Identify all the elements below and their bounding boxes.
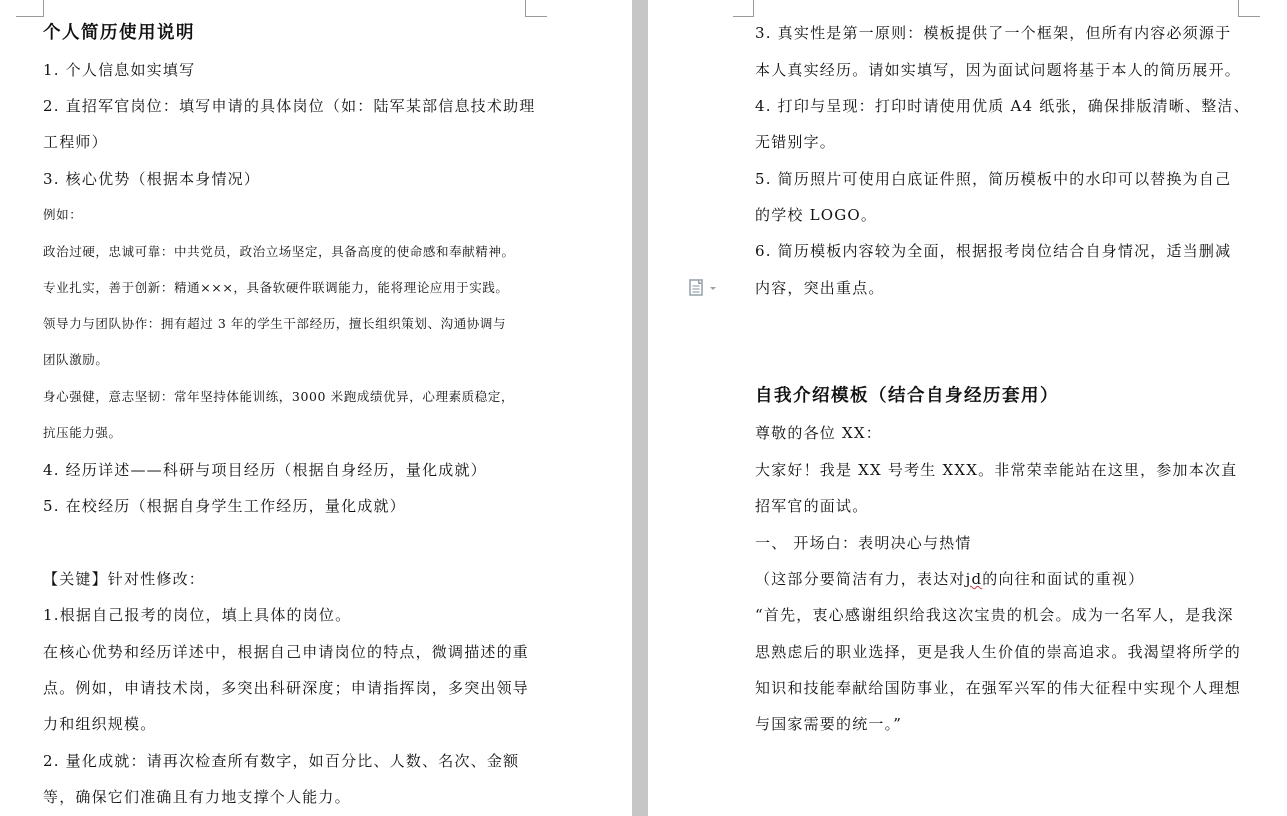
crop-mark [733, 16, 754, 17]
crop-mark [1238, 16, 1260, 17]
spellcheck-word[interactable]: jd [965, 570, 983, 588]
crop-mark [525, 0, 526, 16]
example-label: 例如： [43, 207, 83, 222]
crop-mark [525, 16, 547, 17]
key-item-1-detail: 力和组织规模。 [43, 715, 157, 733]
guide-item-1: 1. 个人信息如实填写 [43, 61, 196, 79]
guide-item-2: 2. 直招军官岗位：填写申请的具体岗位（如：陆军某部信息技术助理 [43, 97, 536, 115]
guide-item-5: 5. 在校经历（根据自身学生工作经历，量化成就） [43, 497, 406, 515]
self-intro-title: 自我介绍模板（结合自身经历套用） [755, 386, 1059, 406]
guide-item-3: 3. 真实性是第一原则：模板提供了一个框架，但所有内容必须源于 [755, 24, 1232, 42]
quote-line: 思熟虑后的职业选择，更是我人生价值的崇高追求。我渴望将所学的 [755, 643, 1242, 661]
key-item-2-cont: 等，确保它们准确且有力地支撑个人能力。 [43, 788, 351, 806]
quote-line: “首先，衷心感谢组织给我这次宝贵的机会。成为一名军人，是我深 [755, 606, 1234, 624]
guide-item-5: 5. 简历照片可使用白底证件照，简历模板中的水印可以替换为自己 [755, 170, 1232, 188]
section-note [755, 569, 1144, 589]
example-line: 抗压能力强。 [43, 425, 122, 440]
quote-line: 与国家需要的统一。” [755, 715, 903, 733]
crop-mark [16, 16, 44, 17]
guide-item-5-cont: 的学校 LOGO。 [755, 206, 878, 224]
key-item-2: 2. 量化成就：请再次检查所有数字，如百分比、人数、名次、金额 [43, 752, 520, 770]
key-heading: 【关键】针对性修改： [43, 570, 206, 588]
resume-guide-title: 个人简历使用说明 [43, 23, 195, 43]
guide-item-4: 4. 经历详述——科研与项目经历（根据自身经历，量化成就） [43, 461, 487, 479]
greeting: 尊敬的各位 XX： [755, 424, 882, 442]
guide-item-3-cont: 本人真实经历。请如实填写，因为面试问题将基于本人的简历展开。 [755, 61, 1242, 79]
intro-line: 招军官的面试。 [755, 497, 869, 515]
section-heading: 一、 开场白：表明决心与热情 [755, 534, 972, 552]
guide-item-3: 3. 核心优势（根据本身情况） [43, 170, 261, 188]
key-item-1-detail: 在核心优势和经历详述中，根据自己申请岗位的特点，微调描述的重 [43, 643, 530, 661]
page-gutter [632, 0, 648, 816]
example-line: 专业扎实，善于创新：精通×××，具备软硬件联调能力，能将理论应用于实践。 [43, 280, 509, 295]
example-line: 身心强健，意志坚韧：常年坚持体能训练，3000 米跑成绩优异，心理素质稳定， [43, 389, 515, 404]
right-page [648, 0, 1287, 816]
example-line: 政治过硬，忠诚可靠：中共党员，政治立场坚定，具备高度的使命感和奉献精神。 [43, 244, 515, 259]
example-line: 团队激励。 [43, 352, 109, 367]
intro-line: 大家好！我是 XX 号考生 XXX。非常荣幸能站在这里，参加本次直 [755, 461, 1238, 479]
guide-item-6-cont: 内容，突出重点。 [755, 279, 885, 297]
guide-item-6: 6. 简历模板内容较为全面，根据报考岗位结合自身情况，适当删减 [755, 242, 1232, 260]
guide-item-4: 4. 打印与呈现：打印时请使用优质 A4 纸张，确保排版清晰、整洁、 [755, 97, 1250, 115]
crop-mark [43, 0, 44, 16]
key-item-1: 1.根据自己报考的岗位，填上具体的岗位。 [43, 606, 352, 624]
guide-item-4-cont: 无错别字。 [755, 133, 837, 151]
quote-line: 知识和技能奉献给国防事业，在强军兴军的伟大征程中实现个人理想 [755, 679, 1242, 697]
crop-mark [753, 0, 754, 16]
note-suffix: 的向往和面试的重视） [982, 570, 1145, 588]
paste-options-icon[interactable] [688, 278, 728, 298]
example-line: 领导力与团队协作：拥有超过 3 年的学生干部经历，擅长组织策划、沟通协调与 [43, 316, 507, 331]
note-prefix: （这部分要简洁有力，表达对 [755, 570, 966, 588]
left-page [0, 0, 632, 816]
guide-item-2-cont: 工程师） [43, 133, 108, 151]
key-item-1-detail: 点。例如，申请技术岗，多突出科研深度；申请指挥岗，多突出领导 [43, 679, 530, 697]
crop-mark [1238, 0, 1239, 16]
